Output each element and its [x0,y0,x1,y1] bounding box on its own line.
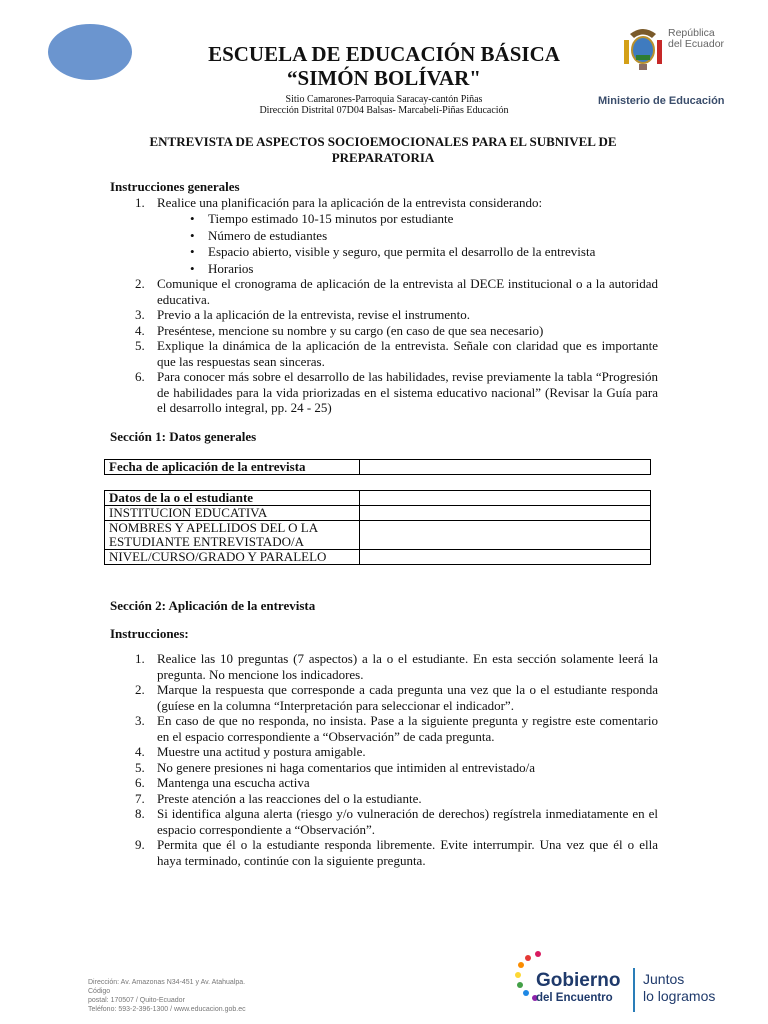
bullet-item: • Tiempo estimado 10-15 minutos por estudiante [110,211,658,227]
section1-heading: Sección 1: Datos generales [110,429,257,444]
school-name-line2: “SIMÓN BOLÍVAR" [287,66,481,90]
bullet-item: • Espacio abierto, visible y seguro, que permita el desarrollo de la entrevista [110,244,658,260]
document-title-line2: PREPARATORIA [331,150,435,165]
footer-divider [633,968,635,1012]
list-item: 1. Realice una planificación para la aplicación de la entrevista considerando: [135,194,543,210]
list-item: 3. En caso de que no responda, no insista. Pase a la siguiente pregunta y registre este comentario en el espacio correspondiente a “Observación” de cada pregunta. [135,713,658,744]
gobierno-label: Gobierno [536,970,621,991]
list-item: 1. Realice las 10 preguntas (7 aspectos) a la o el estudiante. En esta sección solamente leerá la pregunta. No mencione los indicadores. [135,651,658,682]
encuentro-label: del Encuentro [536,992,613,1004]
instructions-heading: Instrucciones: [110,626,189,641]
republic-label: República del Ecuador [668,27,725,50]
school-name-line1: ESCUELA DE EDUCACIÓN BÁSICA [208,42,560,66]
ministry-label: Ministerio de Educación [598,95,725,107]
slogan: Juntos lo logramos [643,971,716,1004]
list-item: 4. Muestre una actitud y postura amigable. [135,744,366,759]
date-table [104,459,651,475]
list-item: 2. Comunique el cronograma de aplicación de la entrevista al DECE institucional o a la autoridad educativa. [135,276,658,307]
logo-placeholder-oval [48,24,132,80]
footer-address: Dirección: Av. Amazonas N34-451 y Av. Atahualpa. Código postal: 170507 / Quito-Ecuador Teléfono: 593-2-396-1300 / www.educacion.gob.ec [88,979,246,1013]
ecuador-coat-of-arms-icon [622,26,664,72]
general-instructions-heading: Instrucciones generales [110,179,240,194]
list-item: 9. Permita que él o la estudiante responda libremente. Evite interrumpir. Una vez que él o ella haya terminado, continúe con la siguiente pregunta. [135,837,658,868]
section2-heading: Sección 2: Aplicación de la entrevista [110,598,316,613]
student-data-table [104,490,651,565]
list-item: 6. Mantenga una escucha activa [135,775,310,790]
list-item: 6. Para conocer más sobre el desarrollo de las habilidades, revise previamente la tabla “Progresión de habilidades para la vida priorizadas en el sistema educativo nacional” (Revisar la Guía para el desarrollo integral, pp. 24 - 25) [135,369,658,415]
document-title-line1: ENTREVISTA DE ASPECTOS SOCIOEMOCIONALES PARA EL SUBNIVEL DE [149,134,617,149]
school-district: Dirección Distrital 07D04 Balsas- Marcabelí-Piñas Educación [259,105,509,116]
bullet-item: • Horarios [110,261,658,277]
date-value-cell[interactable] [360,460,651,475]
date-label: Fecha de aplicación de la entrevista [105,460,360,475]
table-value-cell[interactable] [360,521,651,550]
table-value-cell[interactable] [360,506,651,521]
list-item: 2. Marque la respuesta que corresponde a cada pregunta una vez que la o el estudiante responda (guíese en la columna “Interpretación para seleccionar el indicador”. [135,682,658,713]
list-item: 5. Explique la dinámica de la aplicación de la entrevista. Señale con claridad que es importante que las respuestas sean sinceras. [135,338,658,369]
table-row-label: NOMBRES Y APELLIDOS DEL O LA ESTUDIANTE ENTREVISTADO/A [105,521,360,550]
bullet-item: • Número de estudiantes [110,228,658,244]
list-item: 3. Previo a la aplicación de la entrevista, revise el instrumento. [135,307,470,322]
list-item: 4. Preséntese, mencione su nombre y su cargo (en caso de que sea necesario) [135,322,544,338]
list-item: 7. Preste atención a las reacciones del o la estudiante. [135,790,422,806]
table-row-label: NIVEL/CURSO/GRADO Y PARALELO [105,550,360,565]
general-instructions [110,179,658,416]
list-item: 5. No genere presiones ni haga comentarios que intimiden al entrevistado/a [135,759,535,775]
student-data-header: Datos de la o el estudiante [105,491,360,506]
table-value-cell[interactable] [360,550,651,565]
list-item: 8. Si identifica alguna alerta (riesgo y/o vulneración de derechos) regístrela inmediatamente en el espacio correspondiente a “Observación”. [135,806,658,837]
table-row-label: INSTITUCION EDUCATIVA [105,506,360,521]
school-address: Sitio Camarones-Parroquia Saracay-cantón Piñas [285,94,483,105]
interview-instructions [110,651,658,868]
